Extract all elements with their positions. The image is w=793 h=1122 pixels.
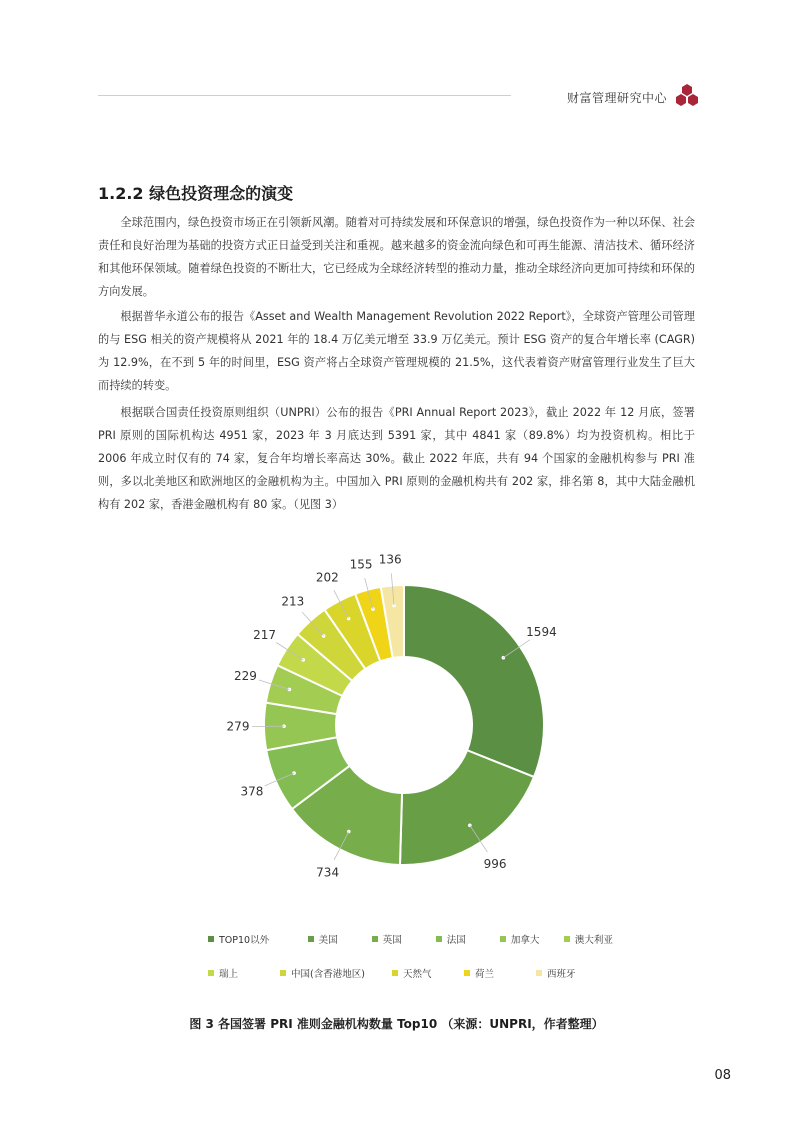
data-label-8: 202 (315, 570, 339, 585)
leader-dot-8 (347, 617, 351, 621)
legend-item-7 (280, 966, 392, 980)
legend-swatch-1 (308, 936, 314, 942)
legend-item-2 (372, 932, 436, 946)
data-label-3: 378 (240, 784, 264, 799)
legend-swatch-9 (464, 970, 470, 976)
legend-swatch-8 (392, 970, 398, 976)
legend-swatch-3 (436, 936, 442, 942)
legend-label-5: 澳大利亚 (574, 935, 613, 946)
legend-label-3: 法国 (446, 935, 466, 946)
paragraph-2-text: 根据普华永道公布的报告《Asset and Wealth Management Revolution 2022 Report》，全球资产管理公司管理的与 ESG 相关的资产规模将从 2021 年的 18.4 万亿美元增至 33.9 万亿美元。预计 ESG 资产的复合年增长率 (CAGR) 为 12.9%，在不到 5 年的时间里，ESG 资产将占全球资产管理规模的 21.5%，这代表着资产财富管理行业发生了巨大而持续的转变。 (98, 310, 695, 392)
paragraph-3 (98, 401, 695, 516)
slice-0 (404, 585, 544, 777)
legend-swatch-5 (564, 936, 570, 942)
donut-chart (150, 540, 650, 920)
legend-label-6: 瑞上 (219, 969, 239, 980)
legend-item-6 (208, 966, 280, 980)
legend-row (208, 964, 628, 998)
data-label-7: 213 (281, 594, 305, 609)
legend-swatch-2 (372, 936, 378, 942)
leader-dot-3 (292, 771, 296, 775)
legend-item-1 (308, 932, 372, 946)
logo-icon (676, 83, 698, 107)
header-title: 财富管理研究中心 (567, 91, 668, 105)
data-label-0: 1594 (526, 624, 557, 639)
legend-item-0 (208, 932, 308, 946)
legend-item-3 (436, 932, 500, 946)
chart-legend (208, 930, 628, 998)
legend-label-7: 中国(含香港地区) (291, 969, 365, 980)
legend-row (208, 930, 628, 964)
legend-label-8: 天然气 (403, 969, 432, 980)
paragraph-3-text: 根据联合国责任投资原则组织（UNPRI）公布的报告《PRI Annual Report 2023》，截止 2022 年 12 月底，签署 PRI 原则的国际机构达 4951 家，2023 年 3 月底达到 5391 家，其中 4841 家（89.8%）均为投资机构。相比于 2006 年成立时仅有的 74 家，复合年均增长率高达 30%。截止 2022 年底，共有 94 个国家的金融机构参与 PRI 准则，多以北美地区和欧洲地区的金融机构为主。中国加入 PRI 原则的金融机构共有 202 家，排名第 8，其中大陆金融机构有 202 家，香港金融机构有 80 家。（见图 3） (98, 406, 695, 511)
legend-label-1: 美国 (318, 935, 338, 946)
donut-chart-svg (150, 540, 650, 920)
data-label-6: 217 (253, 627, 277, 642)
legend-swatch-6 (208, 970, 214, 976)
data-label-9: 155 (349, 557, 373, 572)
legend-swatch-10 (536, 970, 542, 976)
legend-item-4 (500, 932, 564, 946)
legend-item-10 (536, 966, 608, 980)
figure-caption: 图 3 各国签署 PRI 准则金融机构数量 Top10 （来源：UNPRI，作者整理） (189, 1017, 604, 1031)
paragraph-2 (98, 305, 695, 397)
data-label-1: 996 (483, 856, 507, 871)
legend-label-9: 荷兰 (475, 969, 495, 980)
legend-item-5 (564, 932, 628, 946)
data-label-10: 136 (378, 552, 402, 567)
legend-swatch-4 (500, 936, 506, 942)
legend-item-8 (392, 966, 464, 980)
page-number: 08 (714, 1068, 731, 1083)
data-label-5: 229 (234, 668, 257, 683)
section-title: 1.2.2 绿色投资理念的演变 (98, 184, 294, 203)
paragraph-1 (98, 211, 695, 303)
legend-label-2: 英国 (382, 935, 402, 946)
legend-item-9 (464, 966, 536, 980)
legend-swatch-0 (208, 936, 214, 942)
legend-label-0: TOP10以外 (219, 935, 270, 946)
legend-label-4: 加拿大 (510, 935, 540, 946)
header-rule (98, 95, 511, 96)
paragraph-1-text: 全球范围内，绿色投资市场正在引领新风潮。随着对可持续发展和环保意识的增强，绿色投资作为一种以环保、社会责任和良好治理为基础的投资方式正日益受到关注和重视。越来越多的资金流向绿色和可再生能源、清洁技术、循环经济和其他环保领域。随着绿色投资的不断壮大，它已经成为全球经济转型的推动力量，推动全球经济向更加可持续和环保的方向发展。 (98, 216, 695, 298)
legend-label-10: 西班牙 (547, 969, 576, 980)
legend-swatch-7 (280, 970, 286, 976)
data-label-2: 734 (316, 865, 340, 880)
data-label-4: 279 (226, 719, 250, 734)
